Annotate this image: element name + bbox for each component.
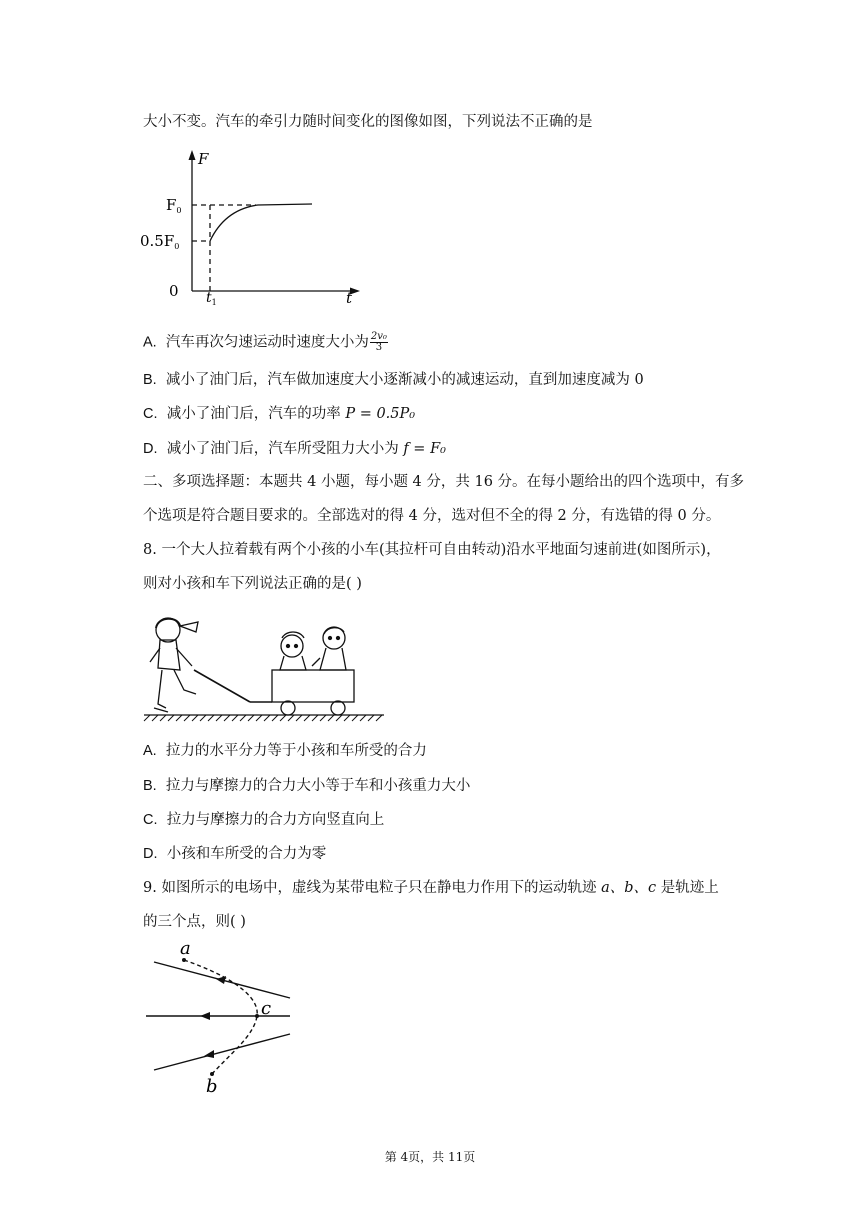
label-a: a	[180, 938, 191, 959]
force-curve	[210, 204, 312, 241]
cart-handle	[194, 670, 250, 702]
particle-trajectory	[184, 960, 257, 1074]
q8-option-c: C. 拉力与摩擦力的合力方向竖直向上	[143, 812, 385, 828]
section-2-heading-line1: 二、多项选择题：本题共 4 小题，每小题 4 分，共 16 分。在每小题给出的四个选项中，有多	[143, 474, 745, 490]
section-2-heading-line2: 个选项是符合题目要求的。全部选对的得 4 分，选对但不全的得 2 分，有选错的得 0 分。	[143, 508, 721, 524]
adult-pulling-cart-figure	[140, 608, 390, 728]
q8-option-a: A. 拉力的水平分力等于小孩和车所受的合力	[143, 743, 427, 759]
arrow-middle	[200, 1012, 210, 1020]
q8-option-d: D. 小孩和车所受的合力为零	[143, 846, 327, 862]
cart-wheel-right	[331, 701, 345, 715]
y-axis-arrow	[189, 150, 196, 160]
fraction-2v0-over-3: $\frac{\text{2v₀}}{3}$	[370, 331, 387, 353]
q9-stem-line2: 的三个点，则( )	[143, 914, 246, 930]
q7-option-b: B. 减小了油门后，汽车做加速度大小逐渐减小的减速运动，直到加速度减为 0	[143, 372, 644, 388]
child-figure-1	[280, 632, 306, 670]
q8-stem-line2: 则对小孩和车下列说法正确的是( )	[143, 576, 362, 592]
cart-wheel-left	[281, 701, 295, 715]
electric-field-trajectory-figure	[140, 936, 300, 1096]
t1-tick-label: $t_1$	[206, 290, 217, 307]
arrow-top	[216, 976, 226, 984]
half-f0-tick-label: $0.5F_0$	[140, 232, 180, 251]
q8-stem-line1: 8. 一个大人拉着载有两个小孩的小车(其拉杆可自由转动)沿水平地面匀速前进(如图所示)，	[143, 542, 721, 558]
child-figure-2	[312, 627, 346, 670]
label-b: b	[206, 1076, 218, 1097]
origin-label: 0	[169, 282, 179, 300]
f0-tick-label: $F_0$	[166, 196, 182, 215]
adult-figure	[150, 618, 198, 712]
q7-option-c: C. 减小了油门后，汽车的功率 P = 0.5P₀	[143, 406, 416, 422]
label-c: c	[261, 998, 272, 1019]
force-time-graph	[140, 148, 398, 308]
y-axis-label: F	[198, 150, 209, 168]
cart-body	[272, 670, 354, 702]
question-7-stem-tail: 大小不变。汽车的牵引力随时间变化的图像如图，下列说法不正确的是	[143, 114, 593, 130]
q8-option-b: B. 拉力与摩擦力的合力大小等于车和小孩重力大小	[143, 778, 471, 794]
q9-stem-line1: 9. 如图所示的电场中，虚线为某带电粒子只在静电力作用下的运动轨迹 a、b、c 是轨迹上	[143, 880, 719, 896]
q7-option-a: A. 汽车再次匀速运动时速度大小为 $\frac{\text{2v₀}}{3}$	[143, 331, 387, 353]
q7-option-d: D. 减小了油门后，汽车所受阻力大小为 f = F₀	[143, 441, 446, 457]
field-line-bottom	[154, 1034, 290, 1070]
page-footer: 第 4页，共 11页	[384, 1150, 476, 1164]
x-axis-label: t	[346, 289, 353, 307]
point-c	[255, 1014, 259, 1018]
ground-hatch	[144, 715, 382, 721]
